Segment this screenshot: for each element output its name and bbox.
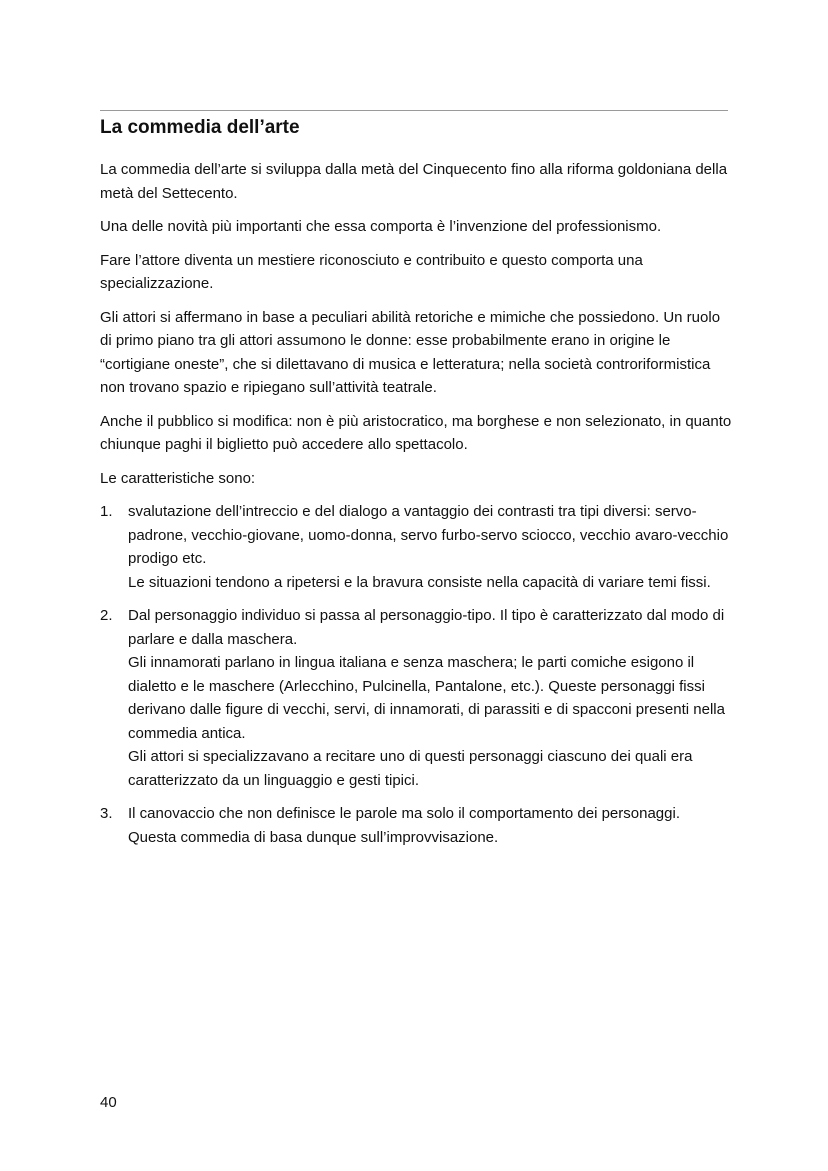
page-number: 40: [100, 1094, 117, 1111]
top-divider: [100, 110, 728, 111]
section-content: [100, 114, 732, 859]
section-title: La commedia dell’arte: [100, 117, 300, 138]
list-item-number: 1.: [100, 503, 113, 520]
list-item-text: Le situazioni tendono a ripetersi e la bravura consiste nella capacità di variare temi fissi.: [128, 573, 711, 591]
paragraph-specialization: Fare l’attore diventa un mestiere riconosciuto e contribuito e questo comporta una specializzazione.: [100, 251, 643, 292]
list-item-text: Dal personaggio individuo si passa al personaggio-tipo. Il tipo è caratterizzato dal modo di parlare e dalla maschera.: [128, 607, 725, 648]
list-item-text: Gli attori si specializzavano a recitare uno di questi personaggi ciascuno dei quali era caratterizzato da un linguaggio e gesti tipici.: [128, 748, 693, 789]
paragraph-intro: La commedia dell’arte si sviluppa dalla metà del Cinquecento fino alla riforma goldoniana della metà del Settecento.: [100, 161, 728, 202]
list-item: [100, 604, 732, 792]
list-item-text: Questa commedia di basa dunque sull’improvvisazione.: [128, 828, 499, 846]
paragraph-actors: Gli attori si affermano in base a peculiari abilità retoriche e mimiche che possiedono. Un ruolo di primo piano tra gli attori assumono le donne: esse probabilmente erano in origine le “cortigiane oneste”, che si dilettavano di musica e letteratura; nella società controriformistica non trovano spazio e ripiegano sull’attività teatrale.: [100, 308, 721, 396]
list-item: [100, 500, 732, 594]
list-item-text: svalutazione dell’intreccio e del dialogo a vantaggio dei contrasti tra tipi diversi: servo-padrone, vecchio-giovane, uomo-donna, servo furbo-servo sciocco, vecchio avaro-vecchio prodigo etc.: [128, 503, 729, 567]
list-item-text: Il canovaccio che non definisce le parole ma solo il comportamento dei personaggi.: [128, 805, 680, 822]
paragraph-professionism: Una delle novità più importanti che essa comporta è l’invenzione del professionismo.: [100, 218, 662, 235]
list-item-number: 3.: [100, 805, 113, 822]
list-item-text: Gli innamorati parlano in lingua italiana e senza maschera; le parti comiche esigono il dialetto e le maschere (Arlecchino, Pulcinella, Pantalone, etc.). Queste personaggi fissi derivano dalle figure di vecchi, servi, di innamorati, di parassiti e di spacconi presenti nella commedia antica.: [128, 654, 725, 742]
characteristics-list: [100, 500, 732, 849]
paragraph-characteristics-intro: Le caratteristiche sono:: [100, 469, 256, 487]
paragraph-audience: Anche il pubblico si modifica: non è più aristocratico, ma borghese e non selezionato, in quanto chiunque paghi il biglietto può accedere allo spettacolo.: [100, 412, 732, 453]
list-item: [100, 802, 732, 849]
list-item-number: 2.: [100, 607, 113, 624]
